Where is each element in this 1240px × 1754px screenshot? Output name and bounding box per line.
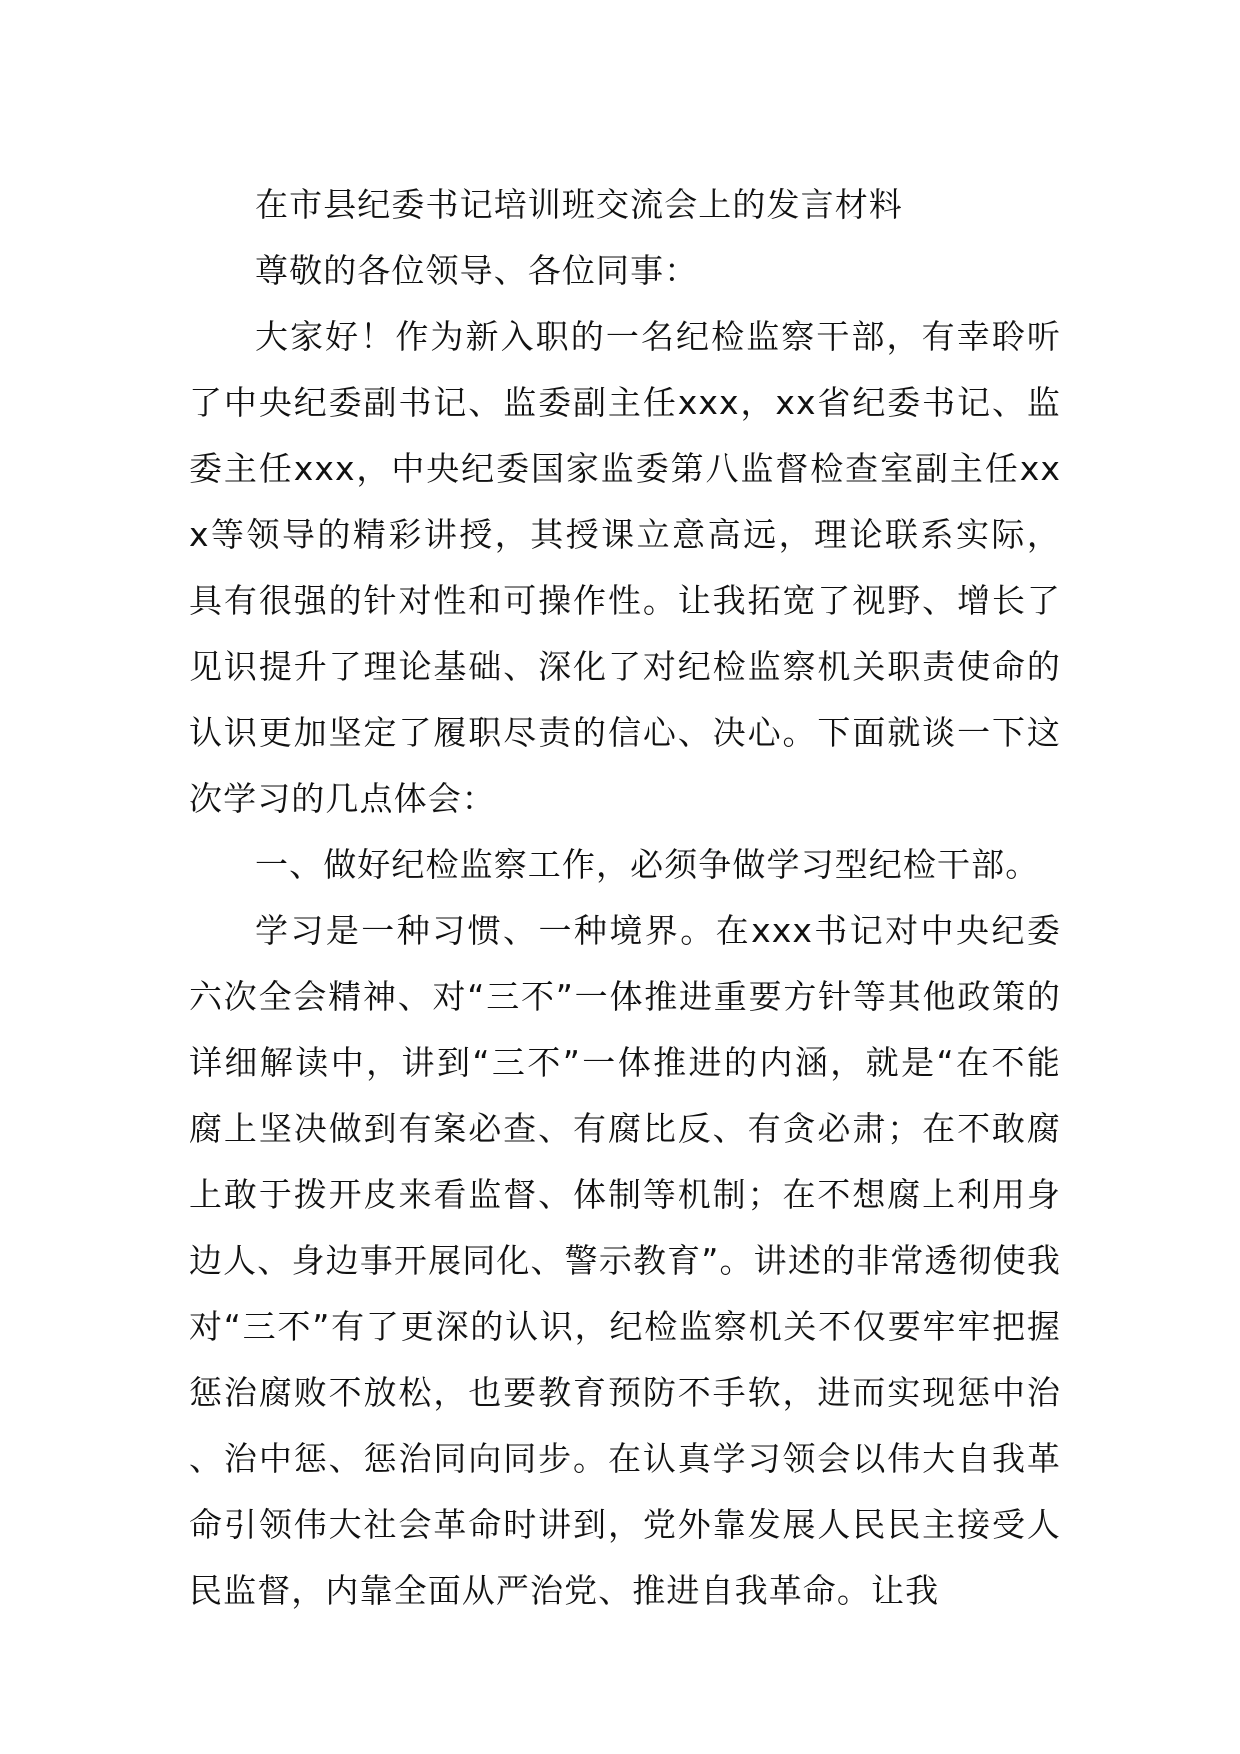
document-body [189,172,1061,1624]
paragraph-body: 学习是一种习惯、一种境界。在xxx书记对中央纪委六次全会精神、对“三不”一体推进重要方针等其他政策的详细解读中，讲到“三不”一体推进的内涵，就是“在不能腐上坚决做到有案必查、有腐比反、有贪必肃；在不敢腐上敢于拨开皮来看监督、体制等机制；在不想腐上利用身边人、身边事开展同化、警示教育”。讲述的非常透彻使我对“三不”有了更深的认识，纪检监察机关不仅要牢牢把握惩治腐败不放松，也要教育预防不手软，进而实现惩中治、治中惩、惩治同向同步。在认真学习领会以伟大自我革命引领伟大社会革命时讲到，党外靠发展人民民主接受人民监督，内靠全面从严治党、推进自我革命。让我 [189,911,1061,1610]
section-heading-1: 一、做好纪检监察工作，必须争做学习型纪检干部。 [255,845,1040,884]
salutation: 尊敬的各位领导、各位同事： [255,251,699,290]
paragraph-intro: 大家好！作为新入职的一名纪检监察干部，有幸聆听了中央纪委副书记、监委副主任xxx，xx省纪委书记、监委主任xxx，中央纪委国家监委第八监督检查室副主任xxx等领导的精彩讲授，其授课立意高远，理论联系实际，具有很强的针对性和可操作性。让我拓宽了视野、增长了见识提升了理论基础、深化了对纪检监察机关职责使命的认识更加坚定了履职尽责的信心、决心。下面就谈一下这次学习的几点体会： [189,317,1061,818]
document-title: 在市县纪委书记培训班交流会上的发言材料 [255,185,903,224]
